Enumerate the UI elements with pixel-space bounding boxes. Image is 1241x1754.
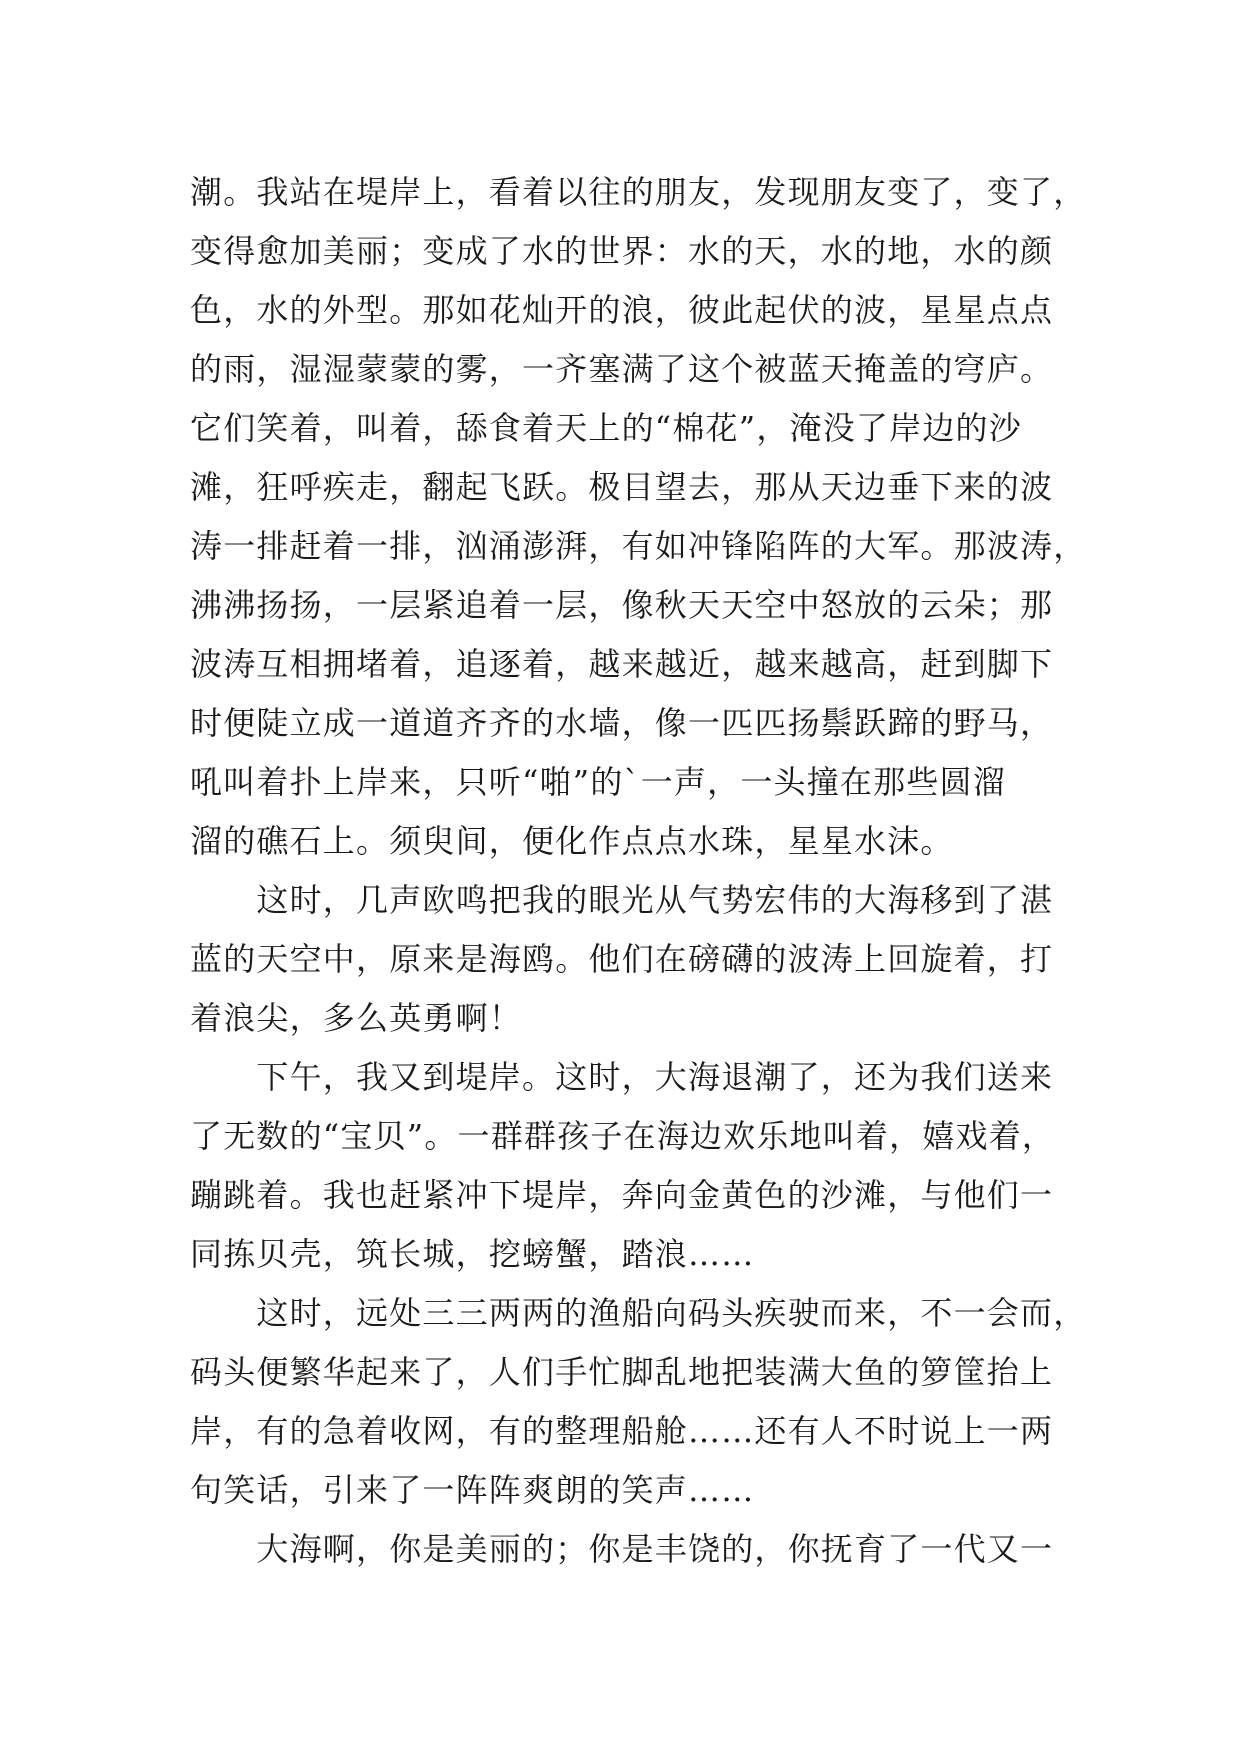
- text-line: 涛一排赶着一排，汹涌澎湃，有如冲锋陷阵的大军。那波涛，: [190, 527, 1087, 565]
- text-line: 沸沸扬扬，一层紧追着一层，像秋天天空中怒放的云朵；那: [190, 586, 1054, 624]
- text-line: 这时，远处三三两两的渔船向码头疾驶而来，不一会而，: [190, 1294, 1087, 1332]
- text-line: 着浪尖，多么英勇啊！: [190, 999, 523, 1037]
- text-line: 波涛互相拥堵着，追逐着，越来越近，越来越高，赶到脚下: [190, 645, 1054, 683]
- text-line: 滩，狂呼疾走，翻起飞跃。极目望去，那从天边垂下来的波: [190, 468, 1054, 506]
- text-line: 下午，我又到堤岸。这时，大海退潮了，还为我们送来: [190, 1058, 1054, 1096]
- text-line: 它们笑着，叫着，舔食着天上的“棉花”，淹没了岸边的沙: [190, 409, 1022, 447]
- text-line: 岸，有的急着收网，有的整理船舱……还有人不时说上一两: [190, 1412, 1054, 1450]
- text-line: 时便陡立成一道道齐齐的水墙，像一匹匹扬鬃跃蹄的野马，: [190, 704, 1054, 742]
- essay-text: [190, 163, 1087, 1579]
- text-line: 大海啊，你是美丽的；你是丰饶的，你抚育了一代又一: [190, 1530, 1054, 1568]
- text-line: 潮。我站在堤岸上，看着以往的朋友，发现朋友变了，变了，: [190, 173, 1087, 211]
- text-line: 码头便繁华起来了，人们手忙脚乱地把装满大鱼的箩筐抬上: [190, 1353, 1054, 1391]
- text-line: 了无数的“宝贝”。一群群孩子在海边欢乐地叫着，嬉戏着，: [190, 1117, 1056, 1155]
- text-line: 蹦跳着。我也赶紧冲下堤岸，奔向金黄色的沙滩，与他们一: [190, 1176, 1054, 1214]
- text-line: 这时，几声欧鸣把我的眼光从气势宏伟的大海移到了湛: [190, 881, 1054, 919]
- text-line: 的雨，湿湿蒙蒙的雾，一齐塞满了这个被蓝天掩盖的穹庐。: [190, 350, 1054, 388]
- text-line: 色，水的外型。那如花灿开的浪，彼此起伏的波，星星点点: [190, 291, 1054, 329]
- text-line: 吼叫着扑上岸来，只听“啪”的`一声，一头撞在那些圆溜: [190, 763, 1006, 801]
- text-line: 蓝的天空中，原来是海鸥。他们在磅礴的波涛上回旋着，打: [190, 940, 1054, 978]
- text-line: 变得愈加美丽；变成了水的世界：水的天，水的地，水的颜: [190, 232, 1054, 270]
- text-line: 溜的礁石上。须臾间，便化作点点水珠，星星水沫。: [190, 822, 954, 860]
- text-line: 句笑话，引来了一阵阵爽朗的笑声……: [190, 1471, 755, 1509]
- text-line: 同拣贝壳，筑长城，挖螃蟹，踏浪……: [190, 1235, 755, 1273]
